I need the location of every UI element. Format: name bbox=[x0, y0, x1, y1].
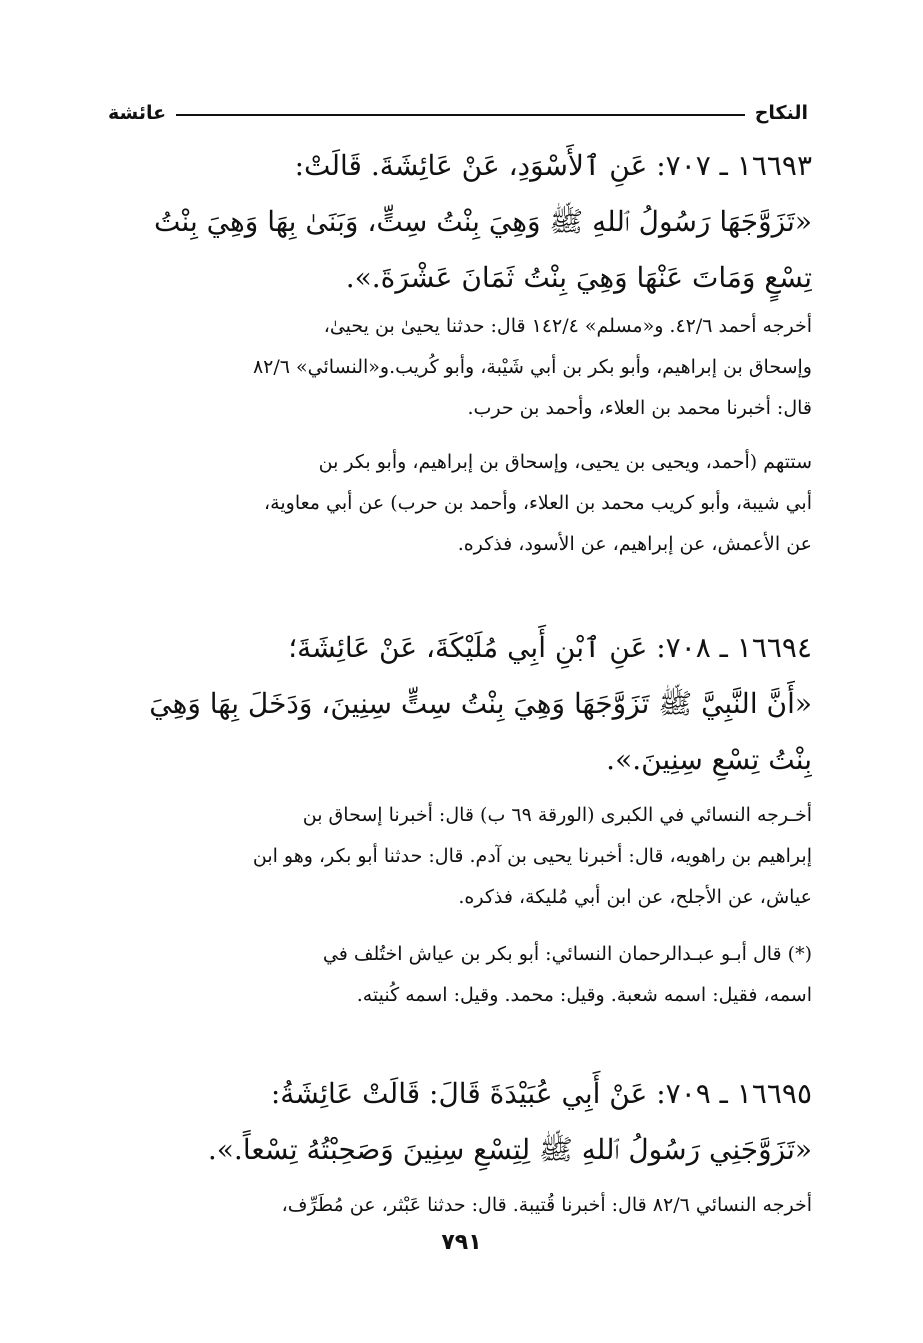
note-line: ستتهم (أحمد، ويحيى بن يحيى، وإسحاق بن إبراهيم، وأبو بكر بن bbox=[318, 451, 812, 473]
hadith-line: تِسْعٍ وَمَاتَ عَنْهَا وَهِيَ بِنْتُ ثَمَانَ عَشْرَةَ.». bbox=[345, 261, 812, 294]
chapter-title: النكاح bbox=[754, 102, 808, 124]
page-number: ٧٩١ bbox=[441, 1230, 482, 1255]
note-line: قال: أخبرنا محمد بن العلاء، وأحمد بن حرب. bbox=[467, 397, 812, 419]
note-line: اسمه، فقيل: اسمه شعبة. وقيل: محمد. وقيل: اسمه كُنيته. bbox=[356, 984, 812, 1006]
hadith-line: ١٦٦٩٥ ـ ٧٠٩: عَنْ أَبِي عُبَيْدَةَ قَالَ: قَالَتْ عَائِشَةُ: bbox=[270, 1077, 812, 1110]
note-line: أخرجه النسائي ٨٢/٦ قال: أخبرنا قُتيبة. قال: حدثنا عَبْثر، عن مُطَرِّف، bbox=[281, 1194, 812, 1216]
takhrij-note bbox=[100, 442, 812, 565]
note-line: عياش، عن الأجلح، عن ابن أبي مُليكة، فذكره. bbox=[458, 886, 812, 908]
hadith-text bbox=[100, 1066, 812, 1178]
hadith-line: «تَزَوَّجَهَا رَسُولُ ٱللهِ ﷺ وَهِيَ بِنْتُ سِتٍّ، وَبَنَىٰ بِهَا وَهِيَ بِنْتُ bbox=[154, 205, 812, 238]
hadith-line: ١٦٦٩٣ ـ ٧٠٧: عَنِ ٱلأَسْوَدِ، عَنْ عَائِشَةَ. قَالَتْ: bbox=[294, 149, 812, 182]
note-line: أخرجه أحمد ٤٢/٦. و«مسلم» ١٤٢/٤ قال: حدثنا يحيىٰ بن يحيىٰ، bbox=[323, 315, 812, 337]
note-line: عن الأعمش، عن إبراهيم، عن الأسود، فذكره. bbox=[457, 533, 812, 555]
hadith-line: «تَزَوَّجَنِي رَسُولُ ٱللهِ ﷺ لِتِسْعِ سِنِينَ وَصَحِبْتُهُ تِسْعاً.». bbox=[207, 1133, 812, 1166]
header-rule bbox=[176, 114, 745, 116]
subject-title: عائشة bbox=[108, 102, 167, 124]
note-line: (*) قال أبـو عبـدالرحمان النسائي: أبو بكر بن عياش اختُلف في bbox=[322, 943, 812, 965]
note-line: وإسحاق بن إبراهيم، وأبو بكر بن أبي شَيْبة، وأبو كُريب.و«النسائي» ٨٢/٦ bbox=[252, 356, 812, 378]
note-line: أخـرجه النسائي في الكبرى (الورقة ٦٩ ب) قال: أخبرنا إسحاق بن bbox=[302, 804, 812, 826]
note-line: أبي شيبة، وأبو كريب محمد بن العلاء، وأحمد بن حرب) عن أبي معاوية، bbox=[264, 492, 812, 514]
takhrij-note bbox=[100, 1185, 812, 1226]
note-line: إبراهيم بن راهويه، قال: أخبرنا يحيى بن آدم. قال: حدثنا أبو بكر، وهو ابن bbox=[252, 845, 812, 867]
takhrij-note bbox=[100, 306, 812, 429]
hadith-line: بِنْتُ تِسْعِ سِنِينَ.». bbox=[606, 743, 812, 776]
hadith-text bbox=[100, 138, 812, 306]
hadith-line: «أَنَّ النَّبِيَّ ﷺ تَزَوَّجَهَا وَهِيَ بِنْتُ سِتٍّ سِنِينَ، وَدَخَلَ بِهَا وَهِيَ bbox=[149, 687, 812, 720]
hadith-text bbox=[100, 620, 812, 788]
takhrij-note bbox=[100, 795, 812, 918]
footnote bbox=[100, 934, 812, 1016]
running-header bbox=[108, 98, 808, 128]
hadith-line: ١٦٦٩٤ ـ ٧٠٨: عَنِ ٱبْنِ أَبِي مُلَيْكَةَ، عَنْ عَائِشَةَ؛ bbox=[288, 631, 812, 664]
